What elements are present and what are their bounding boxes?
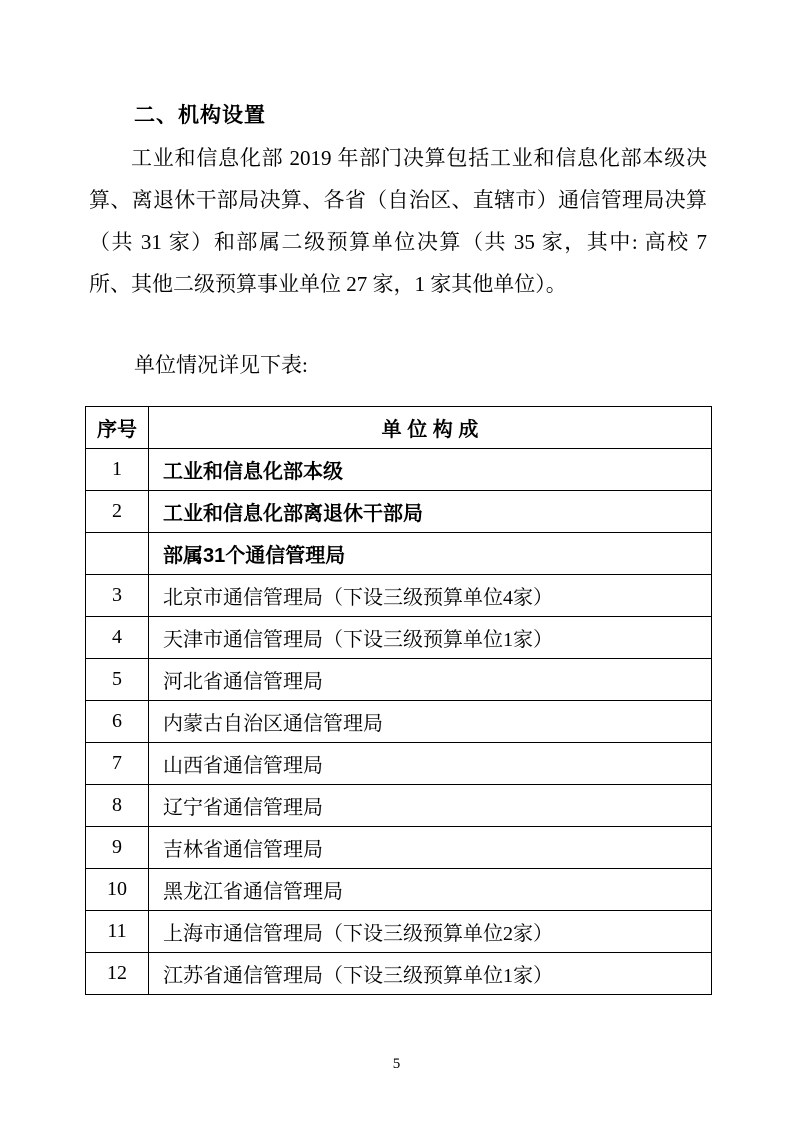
row-seq-number: 3 (86, 575, 149, 617)
table-row (86, 491, 712, 533)
header-unit-composition: 单 位 构 成 (149, 407, 712, 449)
units-table (85, 406, 712, 995)
table-row (86, 953, 712, 995)
table-row (86, 827, 712, 869)
row-unit-name: 工业和信息化部本级 (149, 449, 712, 491)
header-seq-number: 序号 (86, 407, 149, 449)
row-unit-name: 吉林省通信管理局 (149, 827, 712, 869)
row-unit-name: 黑龙江省通信管理局 (149, 869, 712, 911)
table-row (86, 701, 712, 743)
table-intro-text: 单位情况详见下表: (134, 353, 308, 377)
table-row (86, 911, 712, 953)
units-table-body (86, 449, 712, 995)
row-unit-name: 上海市通信管理局（下设三级预算单位2家） (149, 911, 712, 953)
row-unit-name: 内蒙古自治区通信管理局 (149, 701, 712, 743)
row-unit-name: 辽宁省通信管理局 (149, 785, 712, 827)
row-unit-name: 河北省通信管理局 (149, 659, 712, 701)
table-row (86, 785, 712, 827)
row-seq-number: 2 (86, 491, 149, 533)
row-seq-number: 5 (86, 659, 149, 701)
section-heading: 二、机构设置 (134, 104, 266, 127)
table-row (86, 743, 712, 785)
row-unit-name: 山西省通信管理局 (149, 743, 712, 785)
row-unit-name: 江苏省通信管理局（下设三级预算单位1家） (149, 953, 712, 995)
table-row (86, 533, 712, 575)
table-header-row (86, 407, 712, 449)
row-unit-name: 工业和信息化部离退休干部局 (149, 491, 712, 533)
units-table-head (86, 407, 712, 449)
row-unit-name: 天津市通信管理局（下设三级预算单位1家） (149, 617, 712, 659)
intro-paragraph: 工业和信息化部 2019 年部门决算包括工业和信息化部本级决算、离退休干部局决算、各省（自治区、直辖市）通信管理局决算（共 31 家）和部属二级预算单位决算（共 35 家，其中: 高校 7 所、其他二级预算事业单位 27 家，1 家其他单位）。 (89, 146, 707, 296)
row-unit-name: 部属31个通信管理局 (149, 533, 712, 575)
row-seq-number: 4 (86, 617, 149, 659)
table-row (86, 575, 712, 617)
row-seq-number: 6 (86, 701, 149, 743)
row-seq-number: 12 (86, 953, 149, 995)
table-row (86, 659, 712, 701)
table-row (86, 449, 712, 491)
row-unit-name: 北京市通信管理局（下设三级预算单位4家） (149, 575, 712, 617)
row-seq-number: 8 (86, 785, 149, 827)
page-number: 5 (392, 1056, 401, 1072)
row-seq-number: 11 (86, 911, 149, 953)
row-seq-number: 9 (86, 827, 149, 869)
row-seq-number (86, 533, 149, 575)
table-row (86, 617, 712, 659)
row-seq-number: 1 (86, 449, 149, 491)
row-seq-number: 10 (86, 869, 149, 911)
row-seq-number: 7 (86, 743, 149, 785)
table-row (86, 869, 712, 911)
